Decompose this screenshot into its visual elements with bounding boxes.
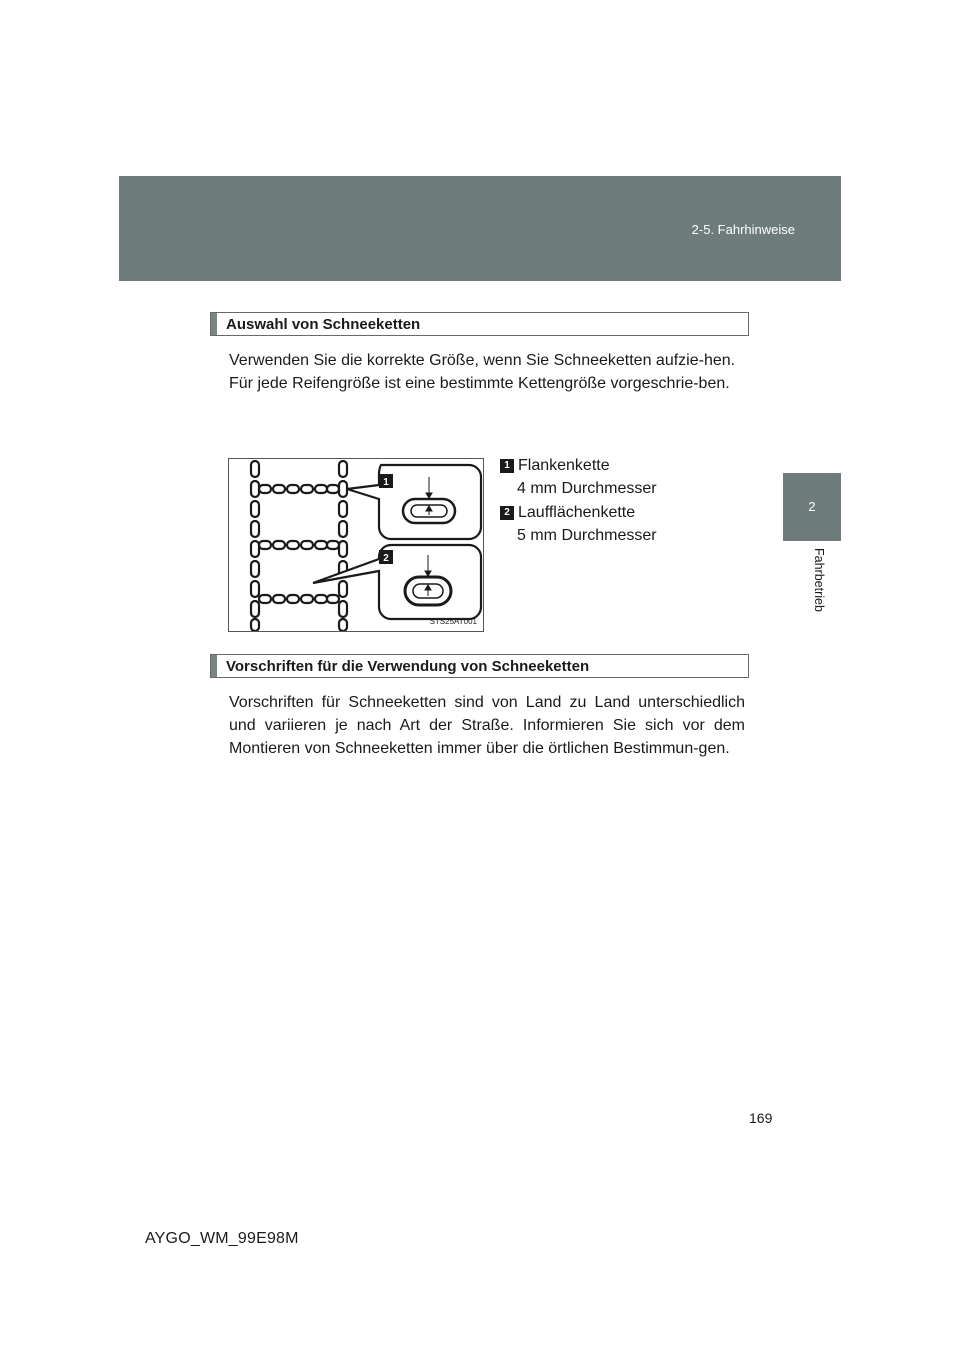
section1-paragraph-1: Verwenden Sie die korrekte Größe, wenn Sie Schneeketten aufzie-hen. [229,352,736,369]
legend-2-title: Laufflächenkette [518,504,636,521]
figure-id: STS25AT001 [429,617,477,626]
document-code: AYGO_WM_99E98M [145,1230,299,1247]
callout-1-label: 1 [383,477,389,488]
callout-bubble-side [347,465,481,539]
snow-chain-illustration [229,459,483,631]
chain-drawing [251,461,347,631]
chapter-tab [783,473,841,541]
legend-2-detail: 5 mm Durchmesser [517,527,657,544]
section2-body [229,691,745,760]
page-number: 169 [749,1110,773,1126]
section1-paragraph-2: Für jede Reifengröße ist eine bestimmte Kettengröße vorgeschrie-ben. [229,375,730,392]
legend-1-number: 1 [500,459,514,473]
header-band [119,176,841,281]
section-heading-snow-chains [210,312,749,336]
legend-item-2 [500,501,657,547]
header-section-title: 2-5. Fahrhinweise [691,222,795,237]
legend-1-detail: 4 mm Durchmesser [517,480,657,497]
chapter-tab-label: Fahrbetrieb [812,548,826,612]
section-heading-text: Vorschriften für die Verwendung von Schneeketten [226,658,590,675]
section2-paragraph: Vorschriften für Schneeketten sind von Land zu Land unterschiedlich und variieren je nach Art der Straße. Informieren Sie sich vor dem Montieren von Schneeketten immer über die örtlichen Bestimmun-gen. [229,694,745,757]
legend-item-1 [500,454,657,500]
section-heading-regulations [210,654,749,678]
legend-2-number: 2 [500,506,514,520]
callout-2-label: 2 [383,553,389,564]
chapter-tab-number: 2 [808,499,816,514]
snow-chain-figure [228,458,484,632]
legend-1-title: Flankenkette [518,457,610,474]
section-heading-text: Auswahl von Schneeketten [226,316,421,333]
section1-body [229,349,745,395]
